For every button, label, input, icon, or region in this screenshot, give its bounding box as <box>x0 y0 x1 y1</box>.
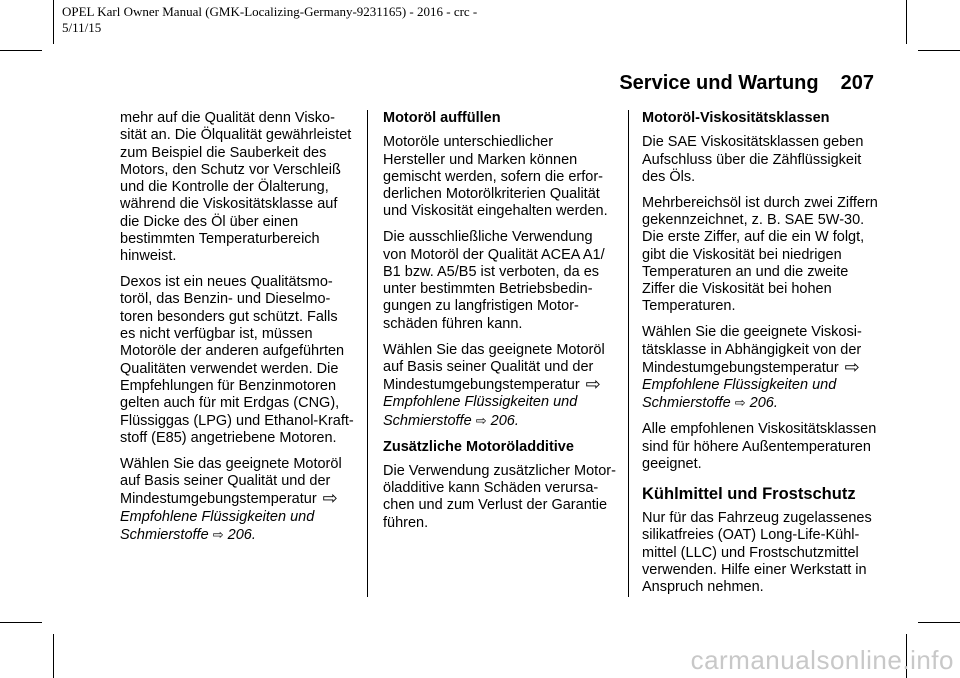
crop-mark <box>53 0 54 44</box>
paragraph <box>383 342 619 430</box>
watermark: carmanualsonline.info <box>690 645 954 675</box>
column-divider <box>367 110 368 597</box>
page-number: 207 <box>840 72 874 94</box>
crop-mark <box>0 622 42 623</box>
reference-arrow-icon: ⇨ <box>844 356 860 377</box>
paragraph: Die Verwendung zusätzlicher Motor-öladditive kann Schäden verursa-chen und zum Verlust der Garantie führen. <box>383 462 616 531</box>
column-divider <box>628 110 629 597</box>
column-2 <box>383 110 619 541</box>
cross-reference-text: Empfohlene Flüssigkeiten und Schmierstoffe <box>120 508 315 543</box>
crop-mark <box>918 50 960 51</box>
cross-reference-text: Empfohlene Flüssigkeiten und Schmierstoffe <box>383 394 578 429</box>
cross-reference-page: 206. <box>749 395 778 412</box>
column-3 <box>642 110 882 605</box>
section-heading: Motoröl auffüllen <box>383 110 501 126</box>
column-1 <box>120 110 356 553</box>
paragraph: mehr auf die Qualität denn Visko-sität an. Die Ölqualität gewährleistet zum Beispiel die Sauberkeit des Motors, den Schutz vor Verschleiß und die Kontrolle der Ölalterung, während die Viskositätsklasse auf die Dicke des Öl über einen bestimmten Temperaturbereich hinweist. <box>120 110 352 265</box>
paragraph-text: Wählen Sie das geeignete Motoröl auf Basis seiner Qualität und der <box>120 455 342 489</box>
paragraph: Nur für das Fahrzeug zugelassenes silikatfreies (OAT) Long-Life-Kühl-mittel (LLC) und Frostschutzmittel verwenden. Hilfe einer Werkstatt in Anspruch nehmen. <box>642 510 872 596</box>
reference-arrow-icon: ⇨ <box>734 395 746 411</box>
cross-reference[interactable] <box>120 509 314 543</box>
crop-mark <box>906 0 907 44</box>
paragraph-text: Wählen Sie die geeignete Viskosi-tätsklasse in Abhängigkeit von der <box>642 324 862 358</box>
section-heading-large: Kühlmittel und Frostschutz <box>642 485 856 504</box>
section-heading: Motoröl-Viskositätsklassen <box>642 110 830 126</box>
reference-arrow-icon: ⇨ <box>585 374 601 395</box>
cross-reference-page: 206. <box>490 412 519 429</box>
crop-mark <box>53 634 54 678</box>
section-heading: Zusätzliche Motoröladditive <box>383 438 574 455</box>
reference-arrow-icon: ⇨ <box>475 412 487 428</box>
paragraph: Die SAE Viskositätsklassen geben Aufschluss über die Zähflüssigkeit des Öls. <box>642 134 864 185</box>
cross-reference[interactable] <box>383 394 577 428</box>
cross-reference[interactable] <box>642 377 836 411</box>
cross-reference-text: Empfohlene Flüssigkeiten und Schmierstoffe <box>642 377 837 412</box>
paragraph <box>120 456 356 544</box>
paragraph: Motoröle unterschiedlicher Hersteller und Marken können gemischt werden, sofern die erfor-derlichen Motorölkriterien Qualität und Viskosität eingehalten werden. <box>383 134 608 220</box>
cross-reference-page: 206. <box>227 526 256 543</box>
meta-line-1: OPEL Karl Owner Manual (GMK-Localizing-Germany-9231165) - 2016 - crc - <box>62 4 478 19</box>
paragraph: Alle empfohlenen Viskositätsklassen sind für höhere Außentemperaturen geeignet. <box>642 421 877 472</box>
paragraph-text: Mindestumgebungstemperatur <box>383 377 580 394</box>
meta-line-2: 5/11/15 <box>62 20 102 35</box>
reference-arrow-icon: ⇨ <box>322 488 338 509</box>
crop-mark <box>0 50 42 51</box>
reference-arrow-icon: ⇨ <box>212 526 224 542</box>
paragraph-text: Mindestumgebungstemperatur <box>642 359 839 376</box>
document-meta <box>62 4 492 36</box>
paragraph: Die ausschließliche Verwendung von Motoröl der Qualität ACEA A1/ B1 bzw. A5/B5 ist verboten, da es unter bestimmten Betriebsbedin-gungen zu langfristigen Motor-schäden führen kann. <box>383 229 605 332</box>
crop-mark <box>918 622 960 623</box>
running-header <box>619 72 874 95</box>
paragraph-text: Wählen Sie das geeignete Motoröl auf Basis seiner Qualität und der <box>383 341 605 375</box>
paragraph: Dexos ist ein neues Qualitätsmo-toröl, das Benzin- und Dieselmo-toren besonders gut schützt. Falls es nicht verfügbar ist, müssen Motoröle der anderen aufgeführten Qualitäten verwendet werden. Die Empfehlungen für Benzinmotoren gelten auch für mit Erdgas (CNG), Flüssiggas (LPG) und Ethanol-Kraft-stoff (E85) angetriebene Motoren. <box>120 274 354 446</box>
section-title: Service und Wartung <box>619 72 819 94</box>
paragraph <box>642 324 882 412</box>
paragraph-text: Mindestumgebungstemperatur <box>120 491 317 508</box>
paragraph: Mehrbereichsöl ist durch zwei Ziffern gekennzeichnet, z. B. SAE 5W-30. Die erste Ziffer, auf die ein W folgt, gibt die Viskosität bei niedrigen Temperaturen an und die zweite Ziffer die Viskosität bei hohen Temperaturen. <box>642 194 878 315</box>
